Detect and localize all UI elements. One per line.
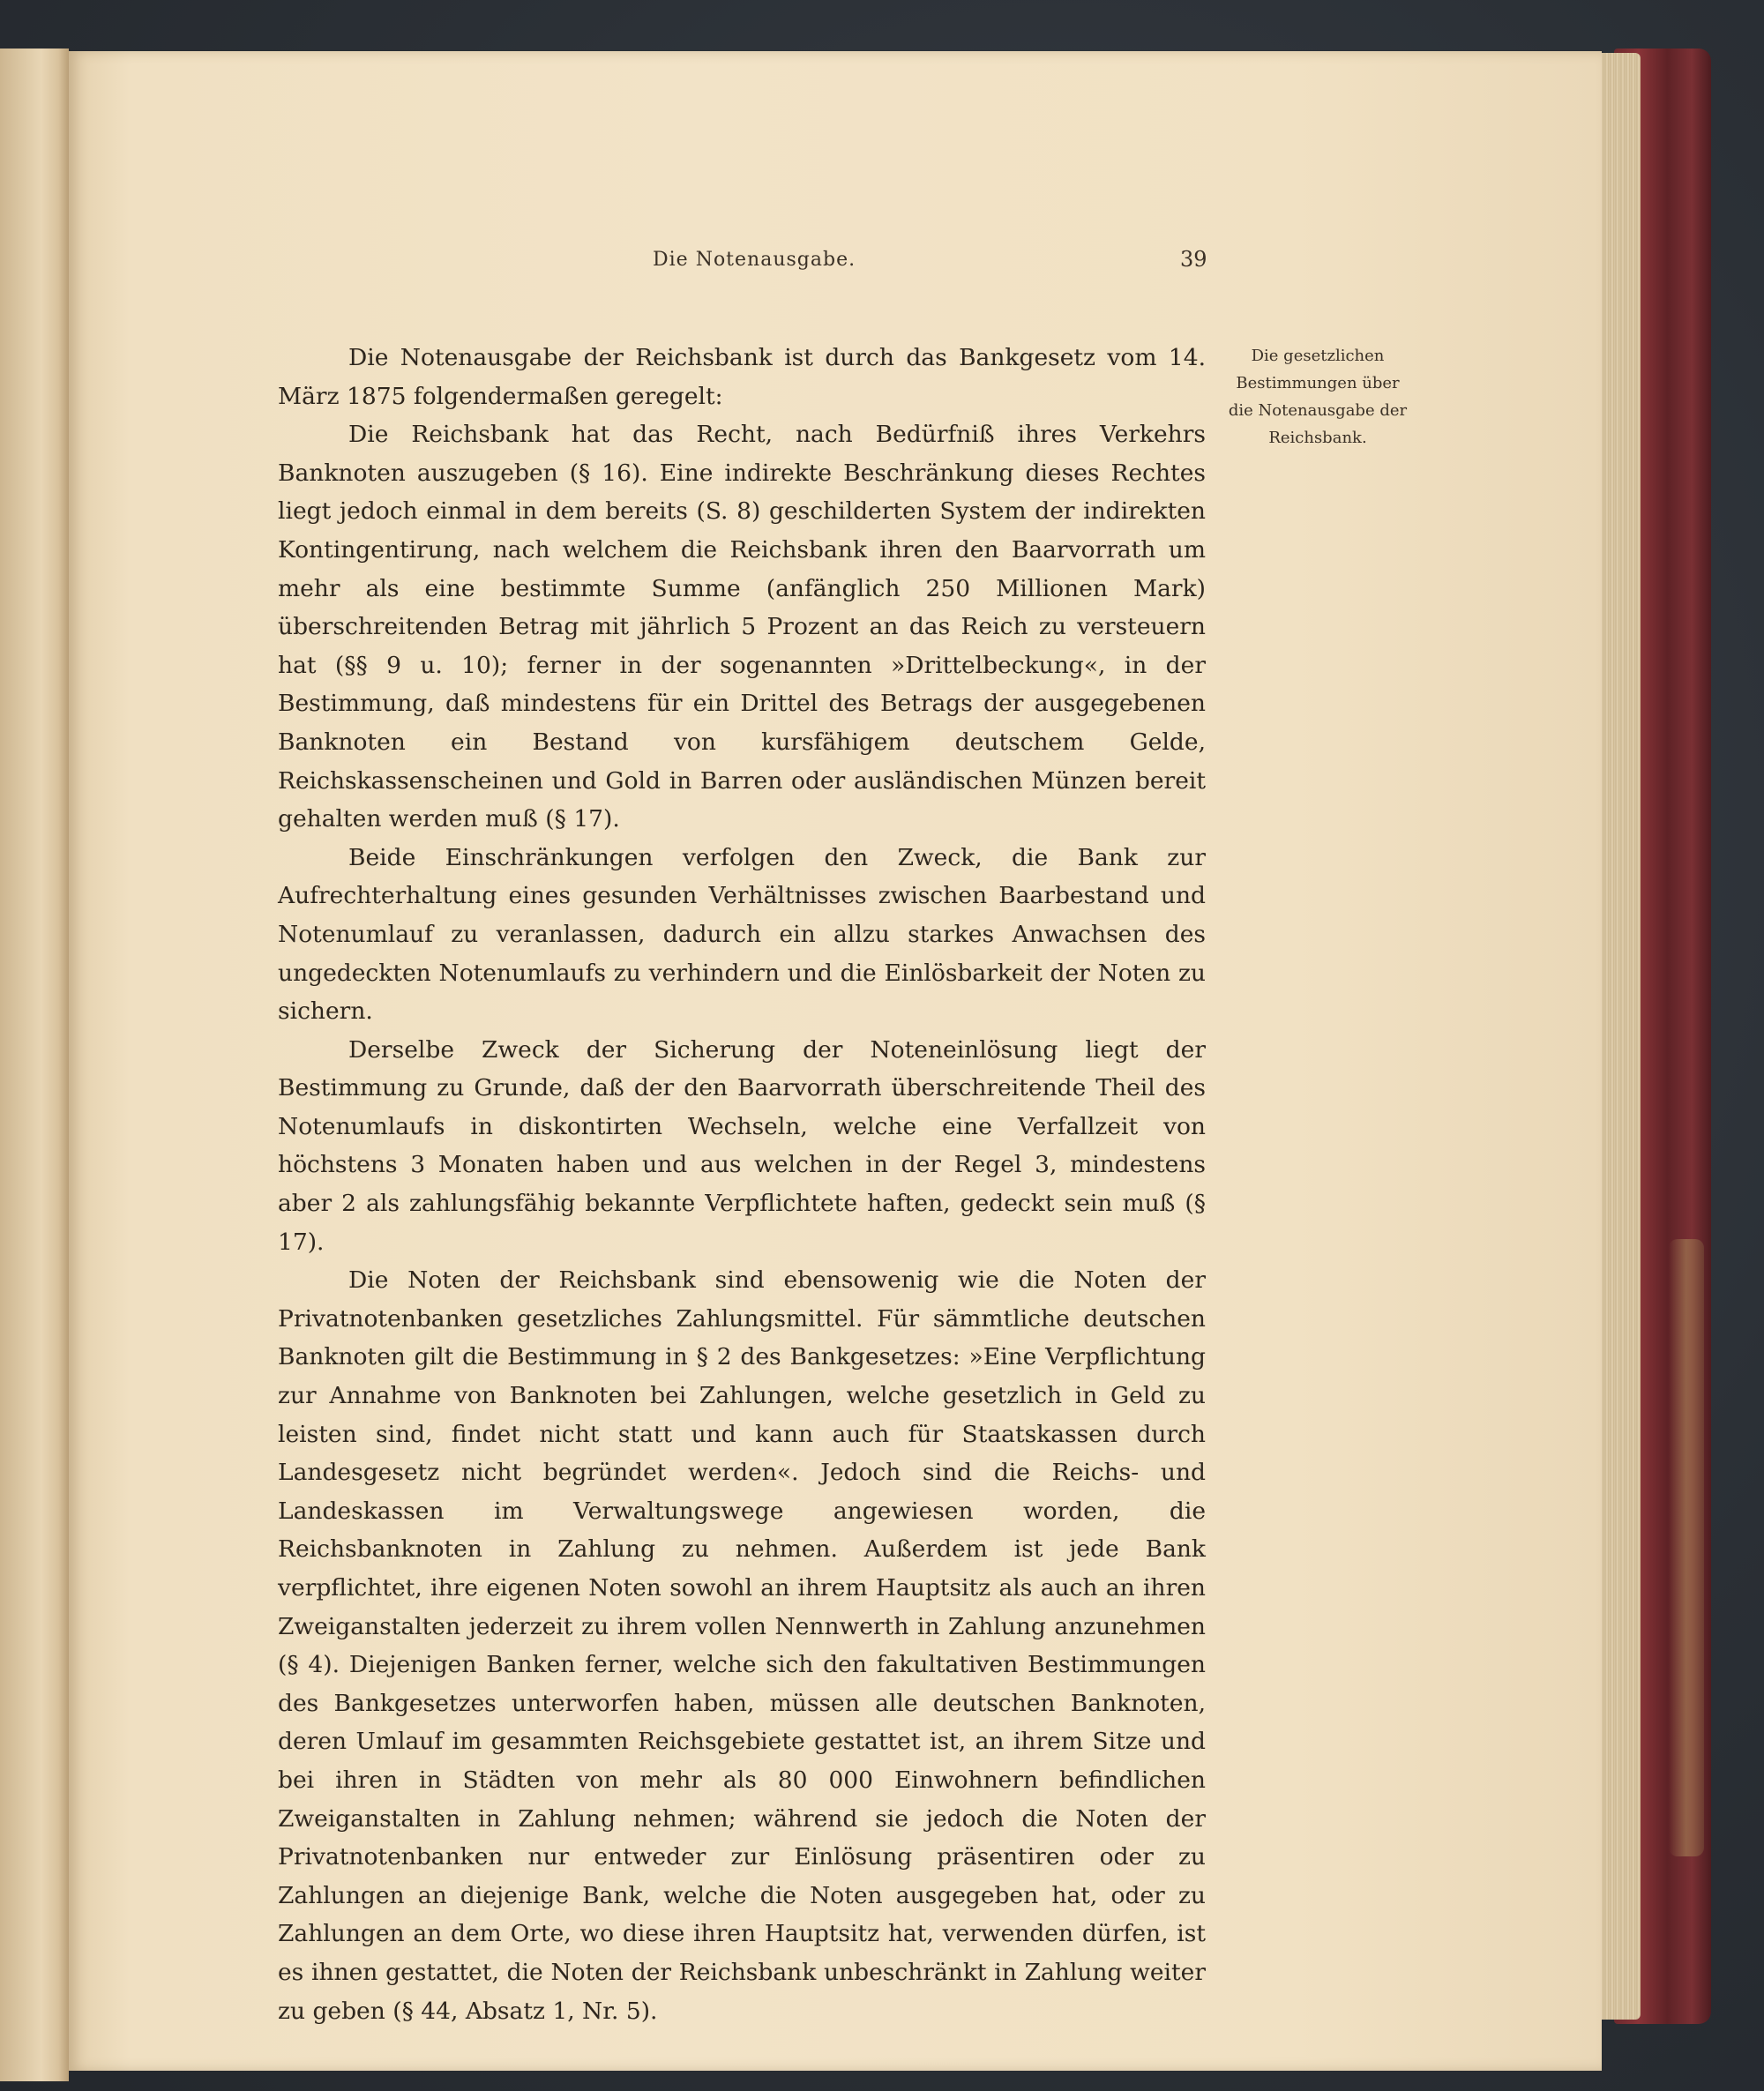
paragraph: Beide Einschränkungen verfolgen den Zweck, die Bank zur Aufrechterhaltung eines gesunden Verhältnisses zwischen Baarbestand und Notenumlauf zu veranlassen, dadurch ein allzu starkes Anwachsen des ungedeckten Notenumlaufs zu verhindern und die Einlösbarkeit der Noten zu sichern. <box>278 843 1206 1026</box>
left-page-edge <box>0 49 69 2081</box>
paragraph: Die Notenausgabe der Reichsbank ist durch das Bankgesetz vom 14. März 1875 folgendermaßen geregelt: <box>278 344 1206 410</box>
paragraph: Derselbe Zweck der Sicherung der Noteneinlösung liegt der Bestimmung zu Grunde, daß der den Baarvorrath überschreitende Theil des Notenumlaufs in diskontirten Wechseln, welche eine Verfallzeit von höchstens 3 Monaten haben und aus welchen in der Regel 3, mindestens aber 2 als zahlungsfähig bekannte Verpflichtete haften, gedeckt sein muß (§ 17). <box>278 1035 1206 1256</box>
paragraph: Die Noten der Reichsbank sind ebensowenig wie die Noten der Privatnotenbanken gesetzliches Zahlungsmittel. Für sämmtliche deutschen Banknoten gilt die Bestimmung in § 2 des Bankgesetzes: »Eine Verpflichtung zur Annahme von Banknoten bei Zahlungen, welche gesetzlich in Geld zu leisten sind, findet nicht statt und kann auch für Staatskassen durch Landesgesetz nicht begründet werden«. Jedoch sind die Reichs- und Landeskassen im Verwaltungswege angewiesen worden, die Reichsbanknoten in Zahlung zu nehmen. Außerdem ist jede Bank verpflichtet, ihre eigenen Noten sowohl an ihrem Hauptsitz als auch an ihren Zweiganstalten jederzeit zu ihrem vollen Nennwerth in Zahlung anzunehmen (§ 4). Diejenigen Banken ferner, welche sich den fakultativen Bestimmungen des Bankgesetzes unterworfen haben, müssen alle deutschen Banknoten, deren Umlauf im gesammten Reichsgebiete gestattet ist, an ihrem Sitze und bei ihren in Städten von mehr als 80 000 Einwohnern befindlichen Zweiganstalten in Zahlung nehmen; während sie jedoch die Noten der Privatnotenbanken nur entweder zur Einlösung präsentiren oder zu Zahlungen an diejenige Bank, welche die Noten ausgegeben hat, oder zu Zahlungen an dem Orte, wo diese ihren Hauptsitz hat, verwenden dürfen, ist es ihnen gestattet, die Noten der Reichsbank unbeschränkt in Zahlung weiter zu geben (§ 44, Absatz 1, Nr. 5). <box>278 1266 1206 2025</box>
running-head: Die Notenausgabe. <box>653 249 856 271</box>
marginal-note: Die gesetzlichen Bestimmungen über die Notenausgabe der Reichsbank. <box>1228 347 1408 447</box>
main-text <box>278 339 1206 2030</box>
page-number: 39 <box>1180 247 1207 272</box>
paragraph: Die Reichsbank hat das Recht, nach Bedürfniß ihres Verkehrs Banknoten auszugeben (§ 16). Eine indirekte Beschränkung dieses Rechtes liegt jedoch einmal in dem bereits (S. 8) geschilderten System der indirekten Kontingentirung, nach welchem die Reichsbank ihren den Baarvorrath um mehr als eine bestimmte Summe (anfänglich 250 Millionen Mark) überschreitenden Betrag mit jährlich 5 Prozent an das Reich zu versteuern hat (§§ 9 u. 10); ferner in der sogenannten »Drittelbeckung«, in der Bestimmung, daß mindestens für ein Drittel des Betrags der ausgegebenen Banknoten ein Bestand von kursfähigem deutschem Gelde, Reichskassenscheinen und Gold in Barren oder ausländischen Münzen bereit gehalten werden muß (§ 17). <box>278 421 1206 833</box>
